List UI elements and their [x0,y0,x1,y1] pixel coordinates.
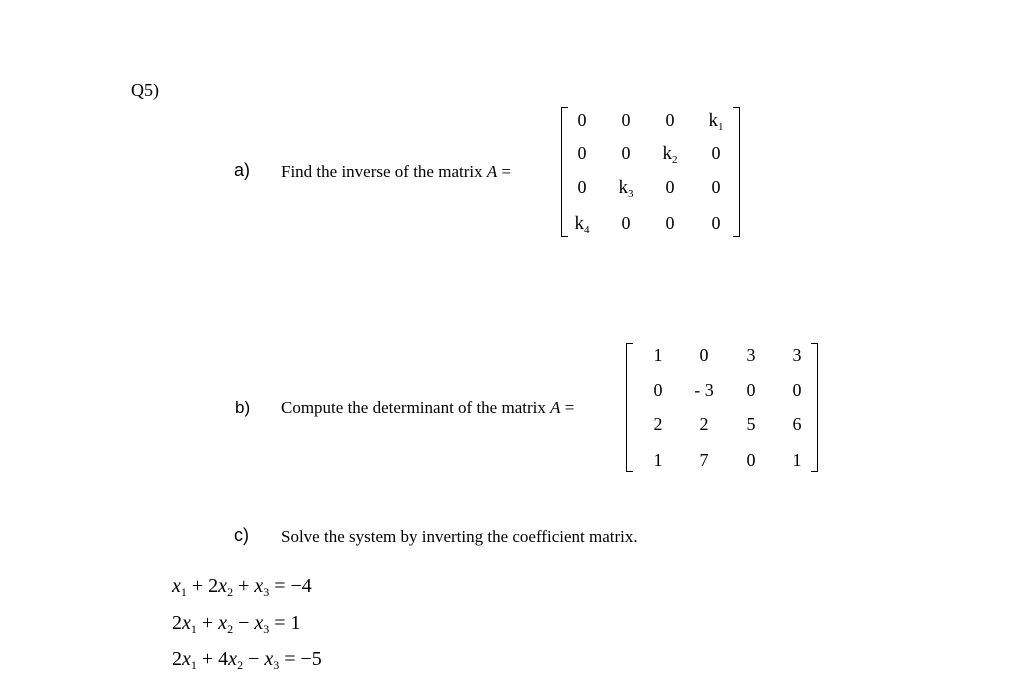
equation-coefficient: 2 [172,612,182,634]
equation-subscript: 3 [263,622,270,636]
equation-rhs: = 1 [269,612,301,634]
part-a-prompt [281,162,511,182]
equation-variable: x [228,648,238,670]
part-b-prompt [281,398,574,418]
equation-variable: x [264,648,274,670]
equation-term [197,612,233,634]
equation-2 [172,612,301,637]
equation-subscript: 3 [263,585,270,599]
equation-variable: x [182,612,191,634]
matrix-a-cell-r3-c4: 0 [711,177,721,197]
equation-term [233,612,269,634]
equation-variable: x [218,612,228,634]
equation-variable: x [182,648,191,670]
part-a-equals: = [501,162,512,181]
matrix-a-cell-r3-c1: 0 [577,177,587,197]
part-b-prompt-text: Compute the determinant of the matrix [281,398,546,417]
equation-term [243,648,279,670]
matrix-b-cell-r1-c1: 1 [653,345,663,365]
equation-1 [172,575,312,600]
matrix-b-cell-r4-c1: 1 [653,450,663,470]
part-c-prompt: Solve the system by inverting the coefficient matrix. [281,527,638,546]
matrix-a-cell-r1-c4: $k_1$ [708,110,724,133]
equation-coefficient: 2 [208,575,219,597]
part-b-label: b) [235,398,251,417]
equation-subscript: 1 [190,658,197,672]
matrix-b-cell-r3-c2: 2 [699,414,709,434]
equation-subscript: 3 [273,658,280,672]
equation-coefficient: 2 [172,648,182,670]
equation-term [172,648,197,670]
equation-term [197,648,243,670]
matrix-a-cell-r2-c2: 0 [621,143,631,163]
equation-term [172,612,197,634]
equation-variable: x [218,575,228,597]
matrix-b-cell-r4-c3: 0 [746,450,756,470]
equation-term [172,575,187,597]
part-a-matrix-variable: A [486,162,498,181]
equation-operator: + [196,612,219,634]
matrix-b-cell-r2-c4: 0 [792,380,802,400]
matrix-b-cell-r4-c4: 1 [792,450,802,470]
question-number: Q5) [131,80,159,100]
matrix-b-cell-r3-c4: 6 [792,414,802,434]
matrix-a-cell-r4-c3: 0 [665,213,675,233]
part-b-equals: = [564,398,575,417]
equation-operator: + [196,648,219,670]
equation-rhs: = −4 [269,575,312,597]
matrix-a-cell-r4-c2: 0 [621,213,631,233]
equation-variable: x [254,612,264,634]
matrix-b-cell-r3-c3: 5 [746,414,756,434]
part-c-label: c) [234,525,249,545]
equation-variable: x [254,575,264,597]
equation-term [233,575,269,597]
equation-term [187,575,233,597]
matrix-a-cell-r2-c1: 0 [577,143,587,163]
matrix-b-cell-r2-c1: 0 [653,380,663,400]
matrix-a-cell-r2-c4: 0 [711,143,721,163]
equation-operator: − [243,648,265,670]
equation-3 [172,648,322,673]
matrix-a-cell-r1-c1: 0 [577,110,587,130]
equation-rhs: = −5 [279,648,322,670]
equation-operator: − [233,612,255,634]
matrix-a-cell-r2-c3: $k_2$ [662,143,678,166]
matrix-a-cell-r1-c3: 0 [665,110,675,130]
equation-subscript: 2 [227,585,234,599]
equation-subscript: 1 [190,622,197,636]
equation-subscript: 2 [237,658,244,672]
matrix-b-cell-r4-c2: 7 [699,450,709,470]
part-b-left-bracket [626,343,633,472]
equation-subscript: 1 [180,585,187,599]
equation-operator: + [186,575,209,597]
matrix-a-cell-r3-c3: 0 [665,177,675,197]
matrix-a-cell-r3-c2: $k_3$ [618,177,634,200]
matrix-b-cell-r1-c2: 0 [699,345,709,365]
part-a-prompt-text: Find the inverse of the matrix [281,162,483,181]
equation-coefficient: 4 [218,648,229,670]
matrix-b-cell-r1-c4: 3 [792,345,802,365]
matrix-b-cell-r3-c1: 2 [653,414,663,434]
matrix-b-cell-r2-c3: 0 [746,380,756,400]
equation-variable: x [172,575,181,597]
equation-operator: + [233,575,255,597]
matrix-a-cell-r1-c2: 0 [621,110,631,130]
part-a-label: a) [234,160,251,180]
part-b-matrix-variable: A [550,398,561,417]
matrix-b-cell-r2-c2: - 3 [694,380,714,400]
matrix-a-cell-r4-c4: 0 [711,213,721,233]
equation-subscript: 2 [227,622,234,636]
matrix-a-cell-r4-c1: $k_4$ [574,213,590,236]
matrix-b-cell-r1-c3: 3 [746,345,756,365]
